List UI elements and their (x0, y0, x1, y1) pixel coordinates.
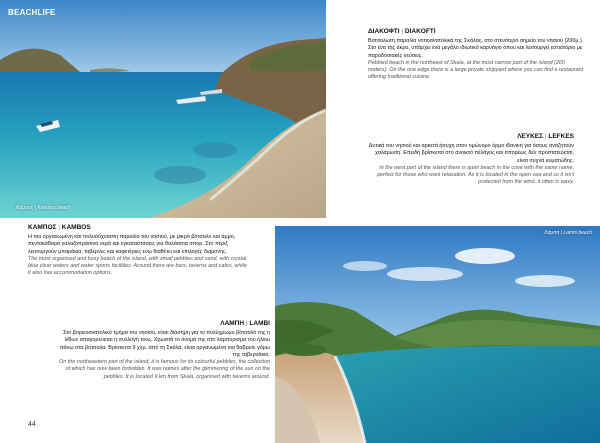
photo-caption-bottom: Λάμπη | Lambi beach (544, 230, 592, 236)
diakofti-section (368, 28, 584, 82)
lefkes-text-greek: Δυτικά του νησιού και αρκετά ήσυχη στον ομώνυμο όρμο ιδανική για όσους αναζητούν χαλάρωση. Επειδή βρίσκεται στο ανοικτό πέλαγος και σπορέως δεν προστατεύεται, είναι συχνά κυματώδης. (368, 143, 574, 164)
kambos-text-english: The most organised and busy beach of the island, with small pebbles and sand, with crystal blue clear waters and water sports facilities. Around there are bars, taverns and cafes, while it also has accommodation options. (28, 255, 247, 277)
lefkes-heading: ΛΕΥΚΕΣ | LEFKES (517, 133, 574, 140)
photo-caption-top: Κάμπος | Kambos beach (16, 205, 71, 211)
diakofti-text-english: Pebbled beach in the northeast of Skala, at the most narrow part of the island (200 meters). On the one edge there is a large private shipyard where you can find a restaurant offering traditional cuisine. (368, 59, 584, 81)
lefkes-section (366, 133, 574, 187)
kambos-heading: ΚΑΜΠΟΣ | KAMBOS (28, 224, 91, 231)
lambi-text-greek: Στο βορειοανατολικό τμήμα του νησιού, είναι διάσημη για το πολύχρωμο βότσαλό της η λίθων απαγορεύεται η συλλογή τους. Χρωστά το όνομά της στο λαμπύρισμα του ήλιου πάνω στα βότσαλα. Βρίσκεται 9 χλμ. από τη Σκάλα, είναι οργανωμένη και θαβρετε γύρω της ταβερνάκια. (59, 330, 270, 358)
lambi-beach-photo (275, 226, 600, 443)
kambos-text-greek: Η πιο οργανωμένη και πολυσύχναστη παραλία του νησιού, με μικρό βότσαλο και άμμο, πεντακάθαρα γαλαζοπράσινα νερά και εγκαταστάσεις για θαλάσσια σπορ. Στο πέριξ λειτουργούν μπαράκια, ταβέρνες και καφετέριες ενώ διαθέτει και επιλογές διαμονής. (28, 234, 236, 255)
section-label: BEACHLIFE (8, 8, 56, 17)
diakofti-heading: ΔΙΑΚΟΦΤΙ | DIAKOFTI (368, 28, 436, 35)
lefkes-text-english: In the west part of the island there is quiet beach in the cove with the same name, perfect for those who want relaxation. As it is located in the open sea and so it isn't protected from the wind, it often is wavy. (377, 164, 574, 186)
kambos-beach-photo (0, 0, 326, 218)
lambi-heading: ΛΑΜΠΗ | LAMBI (220, 320, 270, 327)
lambi-text-english: On the northeastern part of the island, it is famous for its colourful pebbles, the collection of which has now been forbidden. It was names after the glimmering of the sun on the pebbles. It is located 9 km from Skala, organised with taverns around. (59, 359, 270, 380)
page-number: 44 (28, 421, 36, 428)
diakofti-text-greek: Βοτσαλωτή παραλία νοτιοανατολικά της Σκάλας, στο στενότερο σημείο του νησιού (200μ.). Στο ένα της άκρο, υπάρχει ένα μεγάλο ιδιωτικό καρνάγιο όπου και λειτουργεί εστιατόριο με παραδοσιακές γεύσεις. (368, 38, 584, 59)
lambi-section (58, 320, 270, 381)
kambos-section (28, 224, 250, 278)
